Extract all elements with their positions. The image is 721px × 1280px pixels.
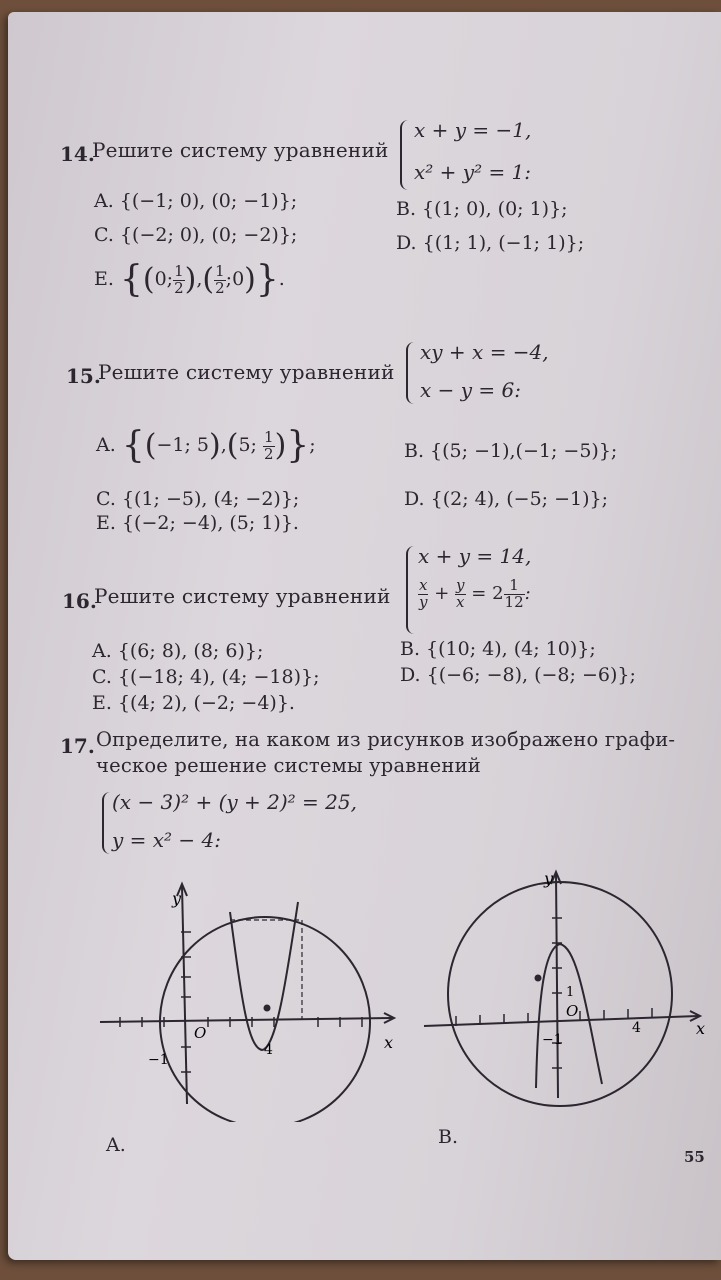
problem-14-eq-2: x² + y² = 1:	[414, 160, 532, 184]
x-axis	[424, 1016, 698, 1026]
equals-two: = 2	[471, 583, 504, 604]
circle-center-point	[264, 1005, 271, 1012]
fraction-one-half: $\frac{1}{2}$	[174, 262, 184, 297]
problem-16-option-e: E. {(4; 2), (−2; −4)}.	[92, 692, 295, 714]
tick-label-minus-1: −1	[542, 1032, 563, 1048]
problem-14-option-a: A. {(−1; 0), (0; −1)};	[94, 190, 298, 212]
tick-label-4: 4	[632, 1020, 641, 1036]
parabola-curve	[230, 902, 298, 1050]
problem-14-eq-1: x + y = −1,	[414, 118, 532, 142]
problem-14-option-e: E. {(0; $\frac{1}{2}$ ),( $\frac{1}{2}$ ;0)}.	[94, 259, 285, 300]
problem-15-option-b: B. {(5; −1),(−1; −5)};	[404, 440, 618, 462]
problem-15-option-d: D. {(2; 4), (−5; −1)};	[404, 488, 609, 510]
problem-16-option-d: D. {(−6; −8), (−8; −6)};	[400, 664, 636, 686]
e-part-3: .	[278, 268, 285, 290]
a-part-3: ;	[309, 434, 316, 456]
problem-17-eq-1: (x − 3)² + (y + 2)² = 25,	[112, 790, 357, 814]
problem-16-option-a: A. {(6; 8), (8; 6)};	[92, 640, 264, 662]
a-part-2: 5;	[238, 434, 257, 456]
x-axis-label: x	[696, 1019, 706, 1038]
problem-15-number: 15.	[66, 364, 101, 388]
problem-17-system-brace	[102, 792, 112, 854]
problem-14-number: 14.	[60, 142, 95, 166]
graph-b	[420, 858, 710, 1108]
option-a-label: A.	[96, 434, 116, 456]
problem-16-option-b: B. {(10; 4), (4; 10)};	[400, 638, 596, 660]
plus-sign: +	[434, 583, 450, 604]
problem-16-system-brace	[406, 546, 416, 634]
problem-15-system-brace	[406, 342, 416, 404]
problem-15-option-e: E. {(−2; −4), (5; 1)}.	[96, 512, 299, 534]
problem-14-option-d: D. {(1; 1), (−1; 1)};	[396, 232, 585, 254]
textbook-page	[8, 12, 721, 1260]
problem-15-prompt: Решите систему уравнений	[98, 360, 395, 384]
origin-label: O	[566, 1002, 579, 1020]
fraction-one-half-2: $\frac{1}{2}$	[215, 262, 225, 297]
graph-b-label: B.	[438, 1126, 459, 1148]
tick-label-minus-1: −1	[148, 1052, 169, 1068]
circle-center-point	[535, 975, 542, 982]
problem-16-eq-1: x + y = 14,	[418, 544, 532, 568]
e-part-2: ;0	[225, 268, 245, 290]
problem-16-number: 16.	[62, 589, 97, 613]
option-e-label: E.	[94, 268, 114, 290]
e-part: 0;	[154, 268, 174, 290]
problem-16-eq-2	[418, 578, 531, 610]
fraction-one-half: $\frac{1}{2}$	[264, 428, 274, 463]
problem-15-eq-2: x − y = 6:	[420, 378, 521, 402]
x-axis-label: x	[384, 1033, 394, 1052]
problem-15-option-a: A. {(−1; 5),(5; $\frac{1}{2}$ )};	[96, 425, 316, 466]
problem-17-prompt-line-1: Определите, на каком из рисунков изображено графи-	[96, 728, 676, 751]
problem-16-prompt: Решите систему уравнений	[94, 584, 391, 608]
y-axis-label: y	[544, 869, 554, 888]
problem-15-eq-1: xy + x = −4,	[420, 340, 549, 364]
problem-15-option-c: C. {(1; −5), (4; −2)};	[96, 488, 300, 510]
problem-17-number: 17.	[60, 734, 95, 758]
problem-16-option-c: C. {(−18; 4), (4; −18)};	[92, 666, 320, 688]
page-number: 55	[684, 1148, 705, 1166]
problem-17-eq-2: y = x² − 4:	[112, 828, 222, 852]
colon: :	[524, 583, 531, 604]
y-axis	[556, 874, 558, 1098]
fraction-one-twelfth: $\frac{1}{12}$	[504, 576, 524, 611]
y-axis-label: y	[172, 889, 182, 908]
graph-a-label: A.	[106, 1134, 126, 1156]
circle-curve	[448, 882, 672, 1106]
problem-14-option-b: B. {(1; 0), (0; 1)};	[396, 198, 568, 220]
problem-14-prompt: Решите систему уравнений	[92, 138, 389, 162]
tick-label-4: 4	[264, 1042, 273, 1058]
a-part: −1; 5	[156, 434, 209, 456]
fraction-x-over-y: $\frac{x}{y}$	[419, 576, 428, 611]
problem-17-prompt-line-2: ческое решение системы уравнений	[96, 754, 481, 777]
origin-label: O	[194, 1024, 207, 1042]
graph-a	[90, 872, 410, 1122]
fraction-y-over-x: $\frac{y}{x}$	[456, 576, 465, 611]
tick-label-1: 1	[566, 985, 575, 1000]
problem-14-option-c: C. {(−2; 0), (0; −2)};	[94, 224, 298, 246]
problem-14-system-brace	[400, 120, 410, 190]
